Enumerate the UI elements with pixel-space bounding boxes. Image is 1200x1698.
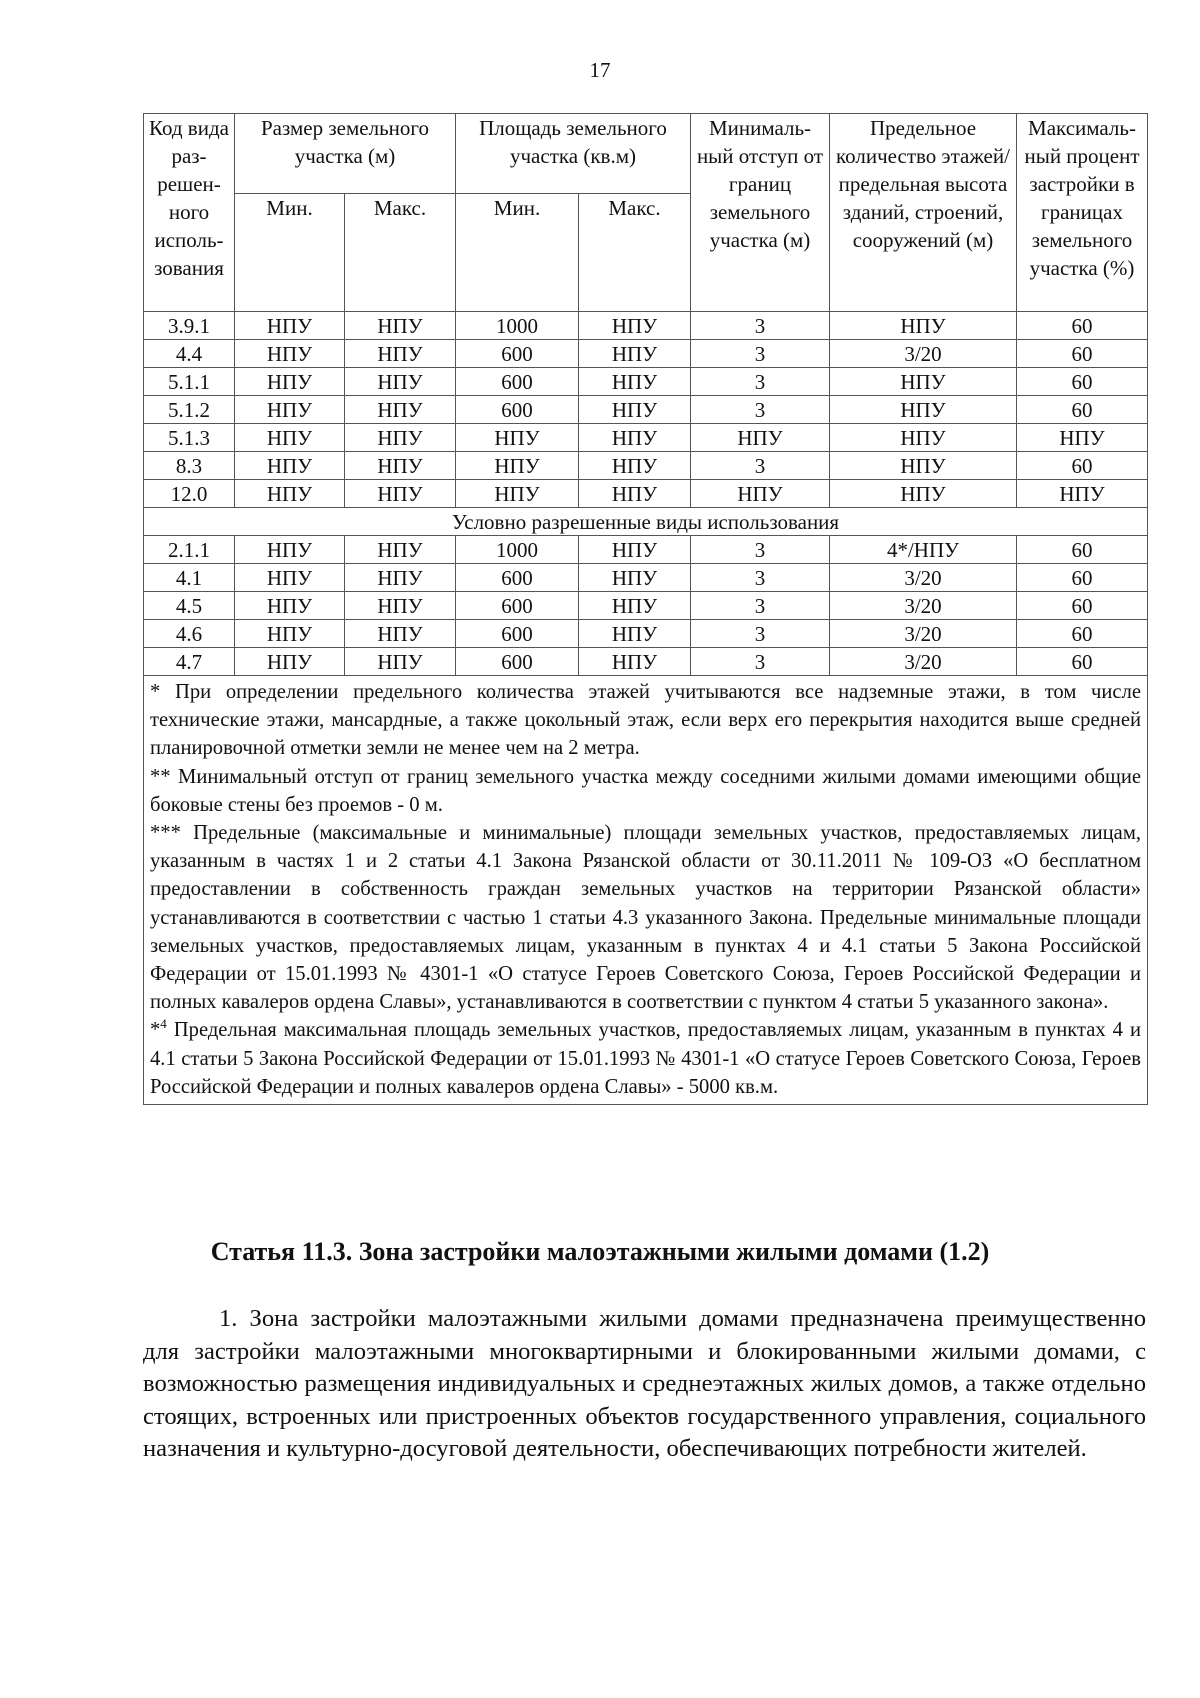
table-cell: 600 [456,368,579,396]
table-cell: НПУ [345,424,456,452]
table-cell: НПУ [691,424,830,452]
table-cell: 4.4 [144,340,235,368]
table-cell: 3/20 [830,648,1017,676]
table-cell: НПУ [235,480,345,508]
table-cell: 2.1.1 [144,536,235,564]
table-cell: НПУ [235,312,345,340]
table-cell: 12.0 [144,480,235,508]
table-cell: 60 [1017,396,1148,424]
header-area-min: Мин. [456,194,579,312]
table-cell: 60 [1017,564,1148,592]
table-cell: НПУ [235,424,345,452]
table-cell: 600 [456,396,579,424]
table-cell: НПУ [345,480,456,508]
header-area-max: Макс. [579,194,691,312]
notes-row [144,676,1148,1105]
table-cell: НПУ [235,396,345,424]
table-row [144,452,1148,480]
table-cell: НПУ [579,536,691,564]
table-cell: НПУ [235,648,345,676]
header-size-max: Макс. [345,194,456,312]
table-cell: 1000 [456,536,579,564]
zoning-parameters-table [143,113,1148,1105]
table-cell: 60 [1017,648,1148,676]
table-row [144,480,1148,508]
table-cell: НПУ [345,620,456,648]
header-size: Размер земельного участка (м) [235,114,456,194]
table-cell: НПУ [456,480,579,508]
table-cell: НПУ [830,396,1017,424]
note-2: ** Минимальный отступ от границ земельного участка между соседними жилыми домами имеющими общие боковые стены без проемов - 0 м. [150,765,1141,816]
table-cell: 60 [1017,452,1148,480]
table-cell: 600 [456,648,579,676]
table-cell: НПУ [235,340,345,368]
table-cell: 8.3 [144,452,235,480]
table-cell: НПУ [579,564,691,592]
table-notes [144,676,1148,1105]
table-cell: НПУ [830,368,1017,396]
table-cell: НПУ [345,452,456,480]
table-row [144,648,1148,676]
table-cell: НПУ [579,648,691,676]
header-size-min: Мин. [235,194,345,312]
table-cell: 600 [456,564,579,592]
table-cell: 600 [456,340,579,368]
table-cell: НПУ [579,480,691,508]
table-cell: 3 [691,592,830,620]
table-row [144,620,1148,648]
table-cell: 3 [691,396,830,424]
table-row [144,564,1148,592]
table-cell: НПУ [235,368,345,396]
article-paragraph [143,1303,1146,1466]
table-cell: 3 [691,648,830,676]
note-3: *** Предельные (максимальные и минимальные) площади земельных участков, предоставляемых лицам, указанным в частях 1 и 2 статьи 4.1 Закона Рязанской области от 30.11.2011 № 109-ОЗ «О бесплатном предоставлении в собственность граждан земельных участков на территории Рязанской области» устанавливаются в соответствии с частью 1 статьи 4.3 указанного Закона. Предельные минимальные площади земельных участков, предоставляемых лицам, указанным в пунктах 4 и 4.1 статьи 5 Закона Российской Федерации от 15.01.1993 № 4301-1 «О статусе Героев Советского Союза, Героев Российской Федерации и полных кавалеров ордена Славы», устанавливаются в соответствии с пунктом 4 статьи 5 указанного закона». [150,822,1141,1014]
table-cell: 60 [1017,536,1148,564]
conditional-heading: Условно разрешенные виды использования [144,508,1148,536]
table-row [144,396,1148,424]
table-cell: 3 [691,620,830,648]
table-cell: 3 [691,452,830,480]
table-cell: НПУ [345,648,456,676]
table-cell: 3.9.1 [144,312,235,340]
conditional-uses-rows [144,536,1148,676]
table-cell: 4.7 [144,648,235,676]
page-number: 17 [589,58,611,82]
table-header [144,114,1148,312]
table-cell: 600 [456,592,579,620]
table-cell: НПУ [345,340,456,368]
table-cell: НПУ [579,368,691,396]
table-row [144,592,1148,620]
table-row [144,424,1148,452]
table-cell: 60 [1017,340,1148,368]
note-4 [150,1016,1141,1101]
table-cell: 60 [1017,620,1148,648]
table-cell: 600 [456,620,579,648]
table-cell: 60 [1017,312,1148,340]
table-cell: 4.1 [144,564,235,592]
header-floors: Предельное количество этажей/ предельная высота зданий, строений, сооружений (м) [830,114,1017,312]
conditional-heading-row [144,508,1148,536]
table-cell: 4.5 [144,592,235,620]
table-cell: НПУ [830,452,1017,480]
table-cell: НПУ [1017,480,1148,508]
table-cell: 4*/НПУ [830,536,1017,564]
table-cell: НПУ [235,620,345,648]
table-cell: НПУ [579,424,691,452]
table-cell: НПУ [235,592,345,620]
table-cell: НПУ [691,480,830,508]
header-area: Площадь земельного участка (кв.м) [456,114,691,194]
table-cell: НПУ [345,396,456,424]
table-cell: 3 [691,564,830,592]
table-cell: 3 [691,368,830,396]
table-cell: 3 [691,536,830,564]
table-cell: НПУ [579,592,691,620]
table-row [144,368,1148,396]
header-percent: Максималь-ный процент застройки в границах земельного участка (%) [1017,114,1148,312]
table-cell: НПУ [579,396,691,424]
table-cell: НПУ [579,452,691,480]
table-cell: НПУ [579,340,691,368]
table-cell: НПУ [345,592,456,620]
table-cell: НПУ [456,424,579,452]
table-cell: НПУ [345,564,456,592]
table-cell: НПУ [235,452,345,480]
table-cell: 3 [691,312,830,340]
table-cell: НПУ [235,536,345,564]
note-1: * При определении предельного количества этажей учитываются все надземные этажи, в том числе технические этажи, мансардные, а также цокольный этаж, если верх его перекрытия находится выше средней планировочной отметки земли не менее чем на 2 метра. [150,681,1141,760]
table-cell: 3 [691,340,830,368]
table-row [144,536,1148,564]
table-cell: 3/20 [830,620,1017,648]
article-title: Статья 11.3. Зона застройки малоэтажными жилыми домами (1.2) [210,1237,990,1266]
table-cell: НПУ [1017,424,1148,452]
article-paragraph-text: 1. Зона застройки малоэтажными жилыми домами предназначена преимущественно для застройки малоэтажными многоквартирными и блокированными жилыми домами, с возможностью размещения индивидуальных и среднеэтажных жилых домов, а также отдельно стоящих, встроенных или пристроенных объектов государственного управления, социального назначения и культурно-досуговой деятельности, обеспечивающих потребности жителей. [143,1305,1146,1462]
header-setback: Минималь-ный отступ от границ земельного участка (м) [691,114,830,312]
table-cell: НПУ [830,424,1017,452]
table-cell: 1000 [456,312,579,340]
table-cell: НПУ [830,480,1017,508]
table-cell: НПУ [345,536,456,564]
table-cell: НПУ [579,620,691,648]
table-cell: 3/20 [830,340,1017,368]
table-cell: НПУ [579,312,691,340]
table-cell: 60 [1017,592,1148,620]
table-cell: 5.1.1 [144,368,235,396]
permitted-uses-rows [144,312,1148,508]
table-cell: НПУ [345,368,456,396]
table-cell: 3/20 [830,564,1017,592]
header-code: Код вида раз-решен-ного исполь-зования [144,114,235,312]
note-4-mark: * [150,1019,161,1042]
note-4-sup: 4 [160,1016,167,1032]
table-cell: 5.1.2 [144,396,235,424]
note-4-text: Предельная максимальная площадь земельных участков, предоставляемых лицам, указанным в пунктах 4 и 4.1 статьи 5 Закона Российской Федерации от 15.01.1993 № 4301-1 «О статусе Героев Советского Союза, Героев Российской Федерации и полных кавалеров ордена Славы» - 5000 кв.м. [150,1019,1141,1098]
table-cell: 3/20 [830,592,1017,620]
table-row [144,340,1148,368]
table-cell: 4.6 [144,620,235,648]
table-cell: НПУ [456,452,579,480]
table-cell: 60 [1017,368,1148,396]
table-row [144,312,1148,340]
table-cell: НПУ [235,564,345,592]
table-cell: НПУ [345,312,456,340]
table-cell: 5.1.3 [144,424,235,452]
table-cell: НПУ [830,312,1017,340]
